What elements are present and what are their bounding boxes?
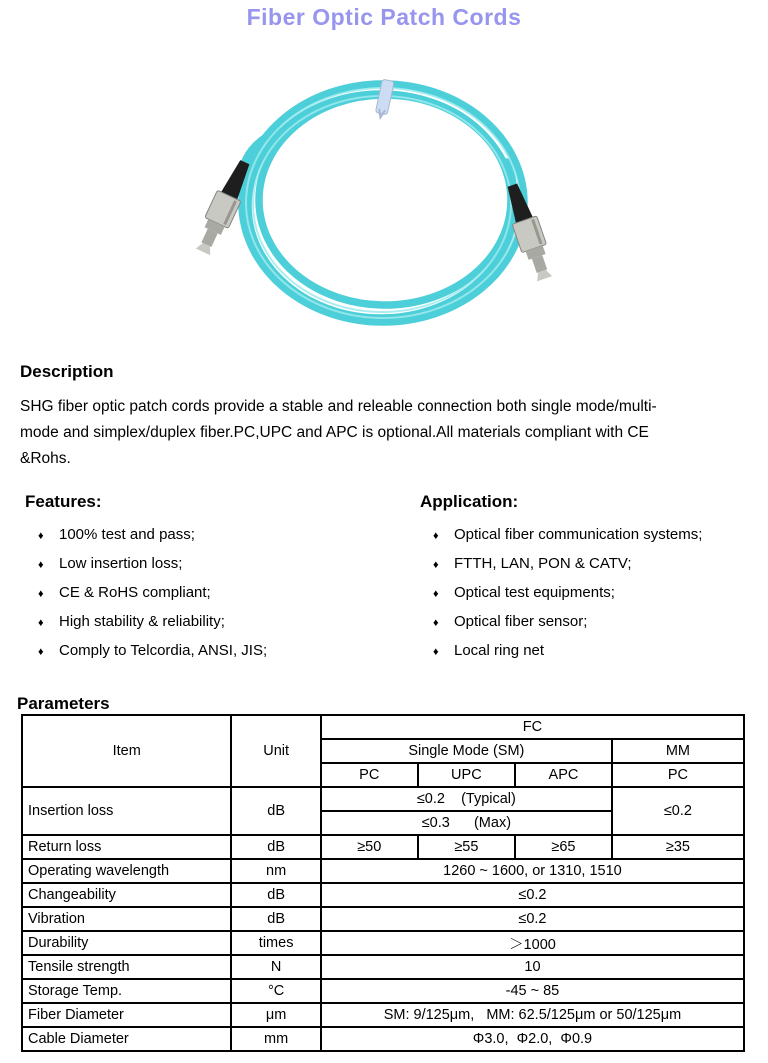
list-item-label: CE & RoHS compliant; bbox=[59, 584, 211, 601]
col-header-mm-pc: PC bbox=[612, 763, 744, 787]
cell-value: 10 bbox=[321, 955, 744, 979]
description-line: &Rohs. bbox=[20, 450, 71, 467]
table-row bbox=[22, 883, 744, 907]
cell-unit: μm bbox=[231, 1003, 321, 1027]
col-header-upc: UPC bbox=[418, 763, 515, 787]
diamond-bullet-icon: ♦ bbox=[38, 646, 44, 658]
list-item-label: Local ring net bbox=[454, 642, 545, 659]
application-list bbox=[420, 526, 760, 661]
cell-value: -45 ~ 85 bbox=[321, 979, 744, 1003]
cell-value: Φ3.0, Φ2.0, Φ0.9 bbox=[321, 1027, 744, 1051]
cell-item: Operating wavelength bbox=[22, 859, 231, 883]
application-section bbox=[420, 492, 760, 671]
table-row bbox=[22, 1003, 744, 1027]
list-item-label: Low insertion loss; bbox=[59, 555, 183, 572]
table-row bbox=[22, 787, 744, 811]
list-item bbox=[25, 584, 395, 603]
cell-value: ≤0.2 (Typical) bbox=[321, 787, 612, 811]
table-row bbox=[22, 955, 744, 979]
list-item-label: Optical test equipments; bbox=[454, 584, 615, 601]
cell-item: Storage Temp. bbox=[22, 979, 231, 1003]
diamond-bullet-icon: ♦ bbox=[38, 559, 44, 571]
parameters-table-wrap bbox=[21, 714, 745, 1052]
table-row bbox=[22, 1027, 744, 1051]
parameters-table bbox=[21, 714, 745, 1052]
features-list bbox=[25, 526, 395, 661]
cell-unit: dB bbox=[231, 907, 321, 931]
list-item bbox=[420, 526, 760, 545]
list-item bbox=[25, 642, 395, 661]
col-header-unit: Unit bbox=[231, 715, 321, 787]
cell-value: ≤0.2 bbox=[612, 787, 744, 835]
cell-unit: dB bbox=[231, 883, 321, 907]
list-item-label: High stability & reliability; bbox=[59, 613, 225, 630]
table-row bbox=[22, 979, 744, 1003]
list-item-label: Comply to Telcordia, ANSI, JIS; bbox=[59, 642, 268, 659]
description-text bbox=[20, 394, 748, 472]
description-section bbox=[20, 362, 748, 472]
diamond-bullet-icon: ♦ bbox=[38, 530, 44, 542]
list-item bbox=[25, 613, 395, 632]
diamond-bullet-icon: ♦ bbox=[433, 530, 439, 542]
col-header-sm: Single Mode (SM) bbox=[321, 739, 612, 763]
diamond-bullet-icon: ♦ bbox=[433, 559, 439, 571]
diamond-bullet-icon: ♦ bbox=[38, 617, 44, 629]
list-item-label: FTTH, LAN, PON & CATV; bbox=[454, 555, 632, 572]
cell-value: ≥65 bbox=[515, 835, 612, 859]
product-photo bbox=[193, 70, 573, 342]
list-item bbox=[420, 584, 760, 603]
table-row bbox=[22, 859, 744, 883]
table-header-row bbox=[22, 715, 744, 739]
col-header-pc: PC bbox=[321, 763, 418, 787]
col-header-apc: APC bbox=[515, 763, 612, 787]
page-title: Fiber Optic Patch Cords bbox=[246, 4, 522, 30]
cell-value: ≤0.2 bbox=[321, 907, 744, 931]
cell-item: Changeability bbox=[22, 883, 231, 907]
description-heading: Description bbox=[20, 362, 114, 381]
description-line: SHG fiber optic patch cords provide a stable and releable connection both single mode/multi- bbox=[20, 398, 657, 415]
cell-item: Return loss bbox=[22, 835, 231, 859]
cell-value: ≤0.3 (Max) bbox=[321, 811, 612, 835]
list-item-label: Optical fiber communication systems; bbox=[454, 526, 703, 543]
cell-unit: dB bbox=[231, 787, 321, 835]
diamond-bullet-icon: ♦ bbox=[433, 646, 439, 658]
cell-value: 1260 ~ 1600, or 1310, 1510 bbox=[321, 859, 744, 883]
col-header-fc: FC bbox=[321, 715, 744, 739]
list-item bbox=[25, 555, 395, 574]
features-section bbox=[25, 492, 395, 671]
col-header-item: Item bbox=[22, 715, 231, 787]
table-row bbox=[22, 907, 744, 931]
cell-item: Vibration bbox=[22, 907, 231, 931]
cell-unit: °C bbox=[231, 979, 321, 1003]
list-item bbox=[420, 642, 760, 661]
parameters-heading: Parameters bbox=[17, 694, 110, 713]
cell-unit: dB bbox=[231, 835, 321, 859]
col-header-mm: MM bbox=[612, 739, 744, 763]
list-item bbox=[420, 555, 760, 574]
cell-value: ＞1000 bbox=[321, 931, 744, 955]
cell-unit: times bbox=[231, 931, 321, 955]
cell-value: SM: 9/125μm, MM: 62.5/125μm or 50/125μm bbox=[321, 1003, 744, 1027]
table-row bbox=[22, 835, 744, 859]
diamond-bullet-icon: ♦ bbox=[433, 617, 439, 629]
list-item-label: Optical fiber sensor; bbox=[454, 613, 588, 630]
list-item bbox=[420, 613, 760, 632]
cell-item: Cable Diameter bbox=[22, 1027, 231, 1051]
cell-value: ≤0.2 bbox=[321, 883, 744, 907]
list-item-label: 100% test and pass; bbox=[59, 526, 195, 543]
cell-unit: nm bbox=[231, 859, 321, 883]
features-heading: Features: bbox=[25, 492, 102, 511]
description-line: mode and simplex/duplex fiber.PC,UPC and APC is optional.All materials compliant with CE bbox=[20, 424, 649, 441]
diamond-bullet-icon: ♦ bbox=[433, 588, 439, 600]
cell-item: Insertion loss bbox=[22, 787, 231, 835]
cell-item: Durability bbox=[22, 931, 231, 955]
cell-unit: mm bbox=[231, 1027, 321, 1051]
cell-item: Tensile strength bbox=[22, 955, 231, 979]
table-row bbox=[22, 931, 744, 955]
list-item bbox=[25, 526, 395, 545]
diamond-bullet-icon: ♦ bbox=[38, 588, 44, 600]
cell-unit: N bbox=[231, 955, 321, 979]
cell-item: Fiber Diameter bbox=[22, 1003, 231, 1027]
cell-value: ≥50 bbox=[321, 835, 418, 859]
cell-value: ≥55 bbox=[418, 835, 515, 859]
application-heading: Application: bbox=[420, 492, 519, 511]
cell-value: ≥35 bbox=[612, 835, 744, 859]
